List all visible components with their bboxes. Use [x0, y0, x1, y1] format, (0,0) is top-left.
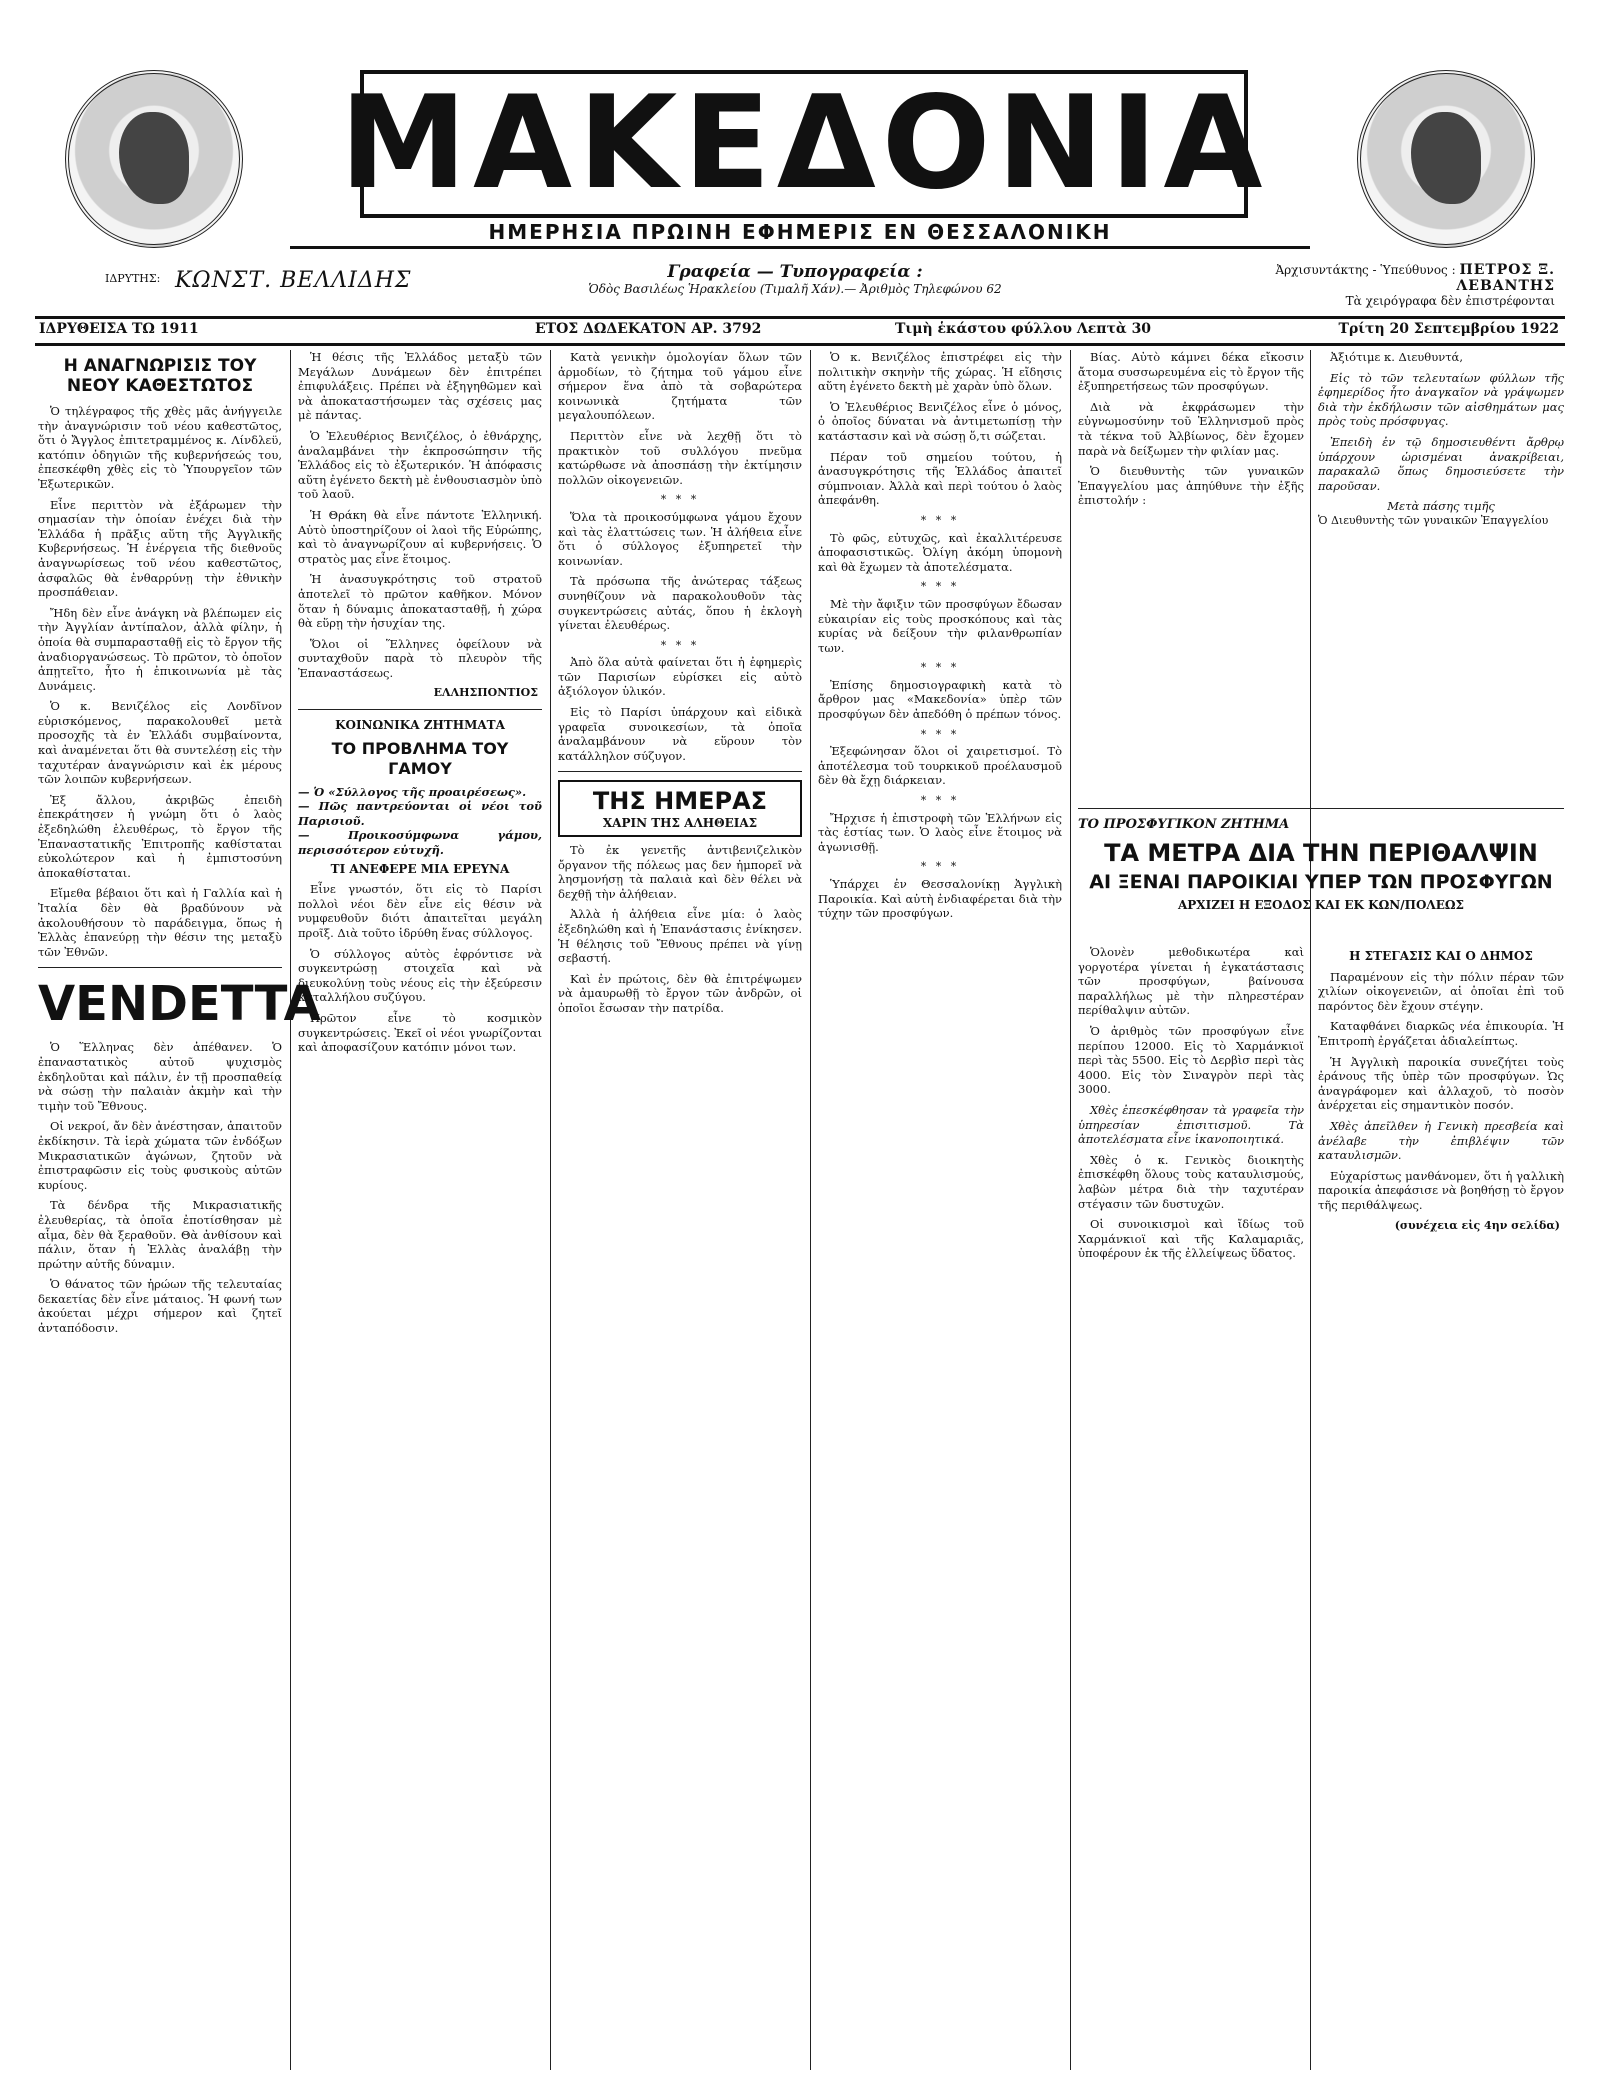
separator-stars: * * *	[920, 580, 960, 594]
article-paragraph: Ἐπίσης δημοσιογραφικὴ κατὰ τὸ ἄρθρον μας «Μακεδονία» ὑπὲρ τῶν προσφύγων δὲν ἀπεδόθη ὁ πρέπων τόνος.	[818, 677, 1062, 722]
founder-name: ΚΩΝΣΤ. ΒΕΛΛΙΔΗΣ	[175, 268, 412, 293]
article-paragraph: Τὸ ἐκ γενετῆς ἀντιβενιζελικὸν ὄργανον τῆς πόλεως μας δεν ἠμπορεῖ νὰ λησμονήσῃ τὰ παλαιὰ καὶ δὲν θέλει νὰ δεχθῇ τὴν ἀλήθειαν.	[558, 843, 802, 901]
article-paragraph: Ὅλοι οἱ Ἕλληνες ὀφείλουν νὰ συνταχθοῦν παρὰ τὸ πλευρὸν τῆς Ἐπαναστάσεως.	[298, 636, 542, 680]
article-paragraph: Ἀπὸ ὅλα αὐτὰ φαίνεται ὅτι ἡ ἐφημερὶς τῶν Παρισίων εὑρίσκει εἰς αὐτὸ ἀξιόλογον ὑλικόν.	[558, 655, 802, 699]
article-paragraph: Ἤρχισε ἡ ἐπιστροφὴ τῶν Ἑλλήνων εἰς τὰς ἑστίας των. Ὁ λαὸς εἶνε ἕτοιμος νὰ ἀγωνισθῇ.	[818, 810, 1062, 854]
headline-vendetta: VENDETTA	[38, 976, 321, 1033]
letter-signature: Ὁ Διευθυντὴς τῶν γυναικῶν Ἐπαγγελίου	[1318, 513, 1549, 527]
column-rule-5	[1310, 350, 1311, 2070]
article-paragraph: Ὁ σύλλογος αὐτὸς ἐφρόντισε νὰ συγκεντρώσῃ στοιχεῖα καὶ νὰ διευκολύνῃ τοὺς νέους εἰς τὴν ἐξεύρεσιν καταλλήλου συζύγου.	[298, 946, 542, 1005]
refugee-article-body	[1078, 945, 1304, 2070]
divider	[298, 709, 542, 710]
article-paragraph: Ὁ κ. Βενιζέλος ἐπιστρέφει εἰς τὴν πολιτικὴν σκηνὴν τῆς χώρας. Ἡ εἴδησις αὕτη ἐγένετο δεκτὴ μὲ χαρὰν ὑπὸ ὅλων.	[818, 350, 1062, 394]
offices-address: Ὁδὸς Βασιλέως Ἡρακλείου (Τιμαλῆ Χάν).— Ἀριθμὸς Τηλεφώνου 62	[588, 282, 1002, 296]
continued-note: (συνέχεια εἰς 4ην σελίδα)	[1394, 1218, 1560, 1232]
refugee-article-body-2	[1318, 945, 1564, 2070]
column-rule-1	[290, 350, 291, 2070]
coin-emblem-right	[1357, 70, 1535, 248]
article-paragraph: Ἐξ ἄλλου, ἀκριβῶς ἐπειδὴ ἐπεκράτησεν ἡ γνώμη ὅτι ὁ λαὸς ἐξεδηλώθη ἐλευθέρως, τὸ ἔργον τῆς Ἐπαναστατικῆς Ἐπιτροπῆς καθίσταται εὐκολώτερον καὶ ἡ ἐμπιστοσύνη ἀποκαθίσταται.	[38, 792, 282, 880]
article-paragraph: Ἀλλὰ ἡ ἀλήθεια εἶνε μία: ὁ λαὸς ἐξεδηλώθη καὶ ἡ Ἐπανάστασις ἐνίκησεν. Ἡ θέλησις τοῦ Ἔθνους πρέπει νὰ γίνῃ σεβαστή.	[558, 907, 802, 966]
article-paragraph: Ὁ Ἐλευθέριος Βενιζέλος, ὁ ἐθνάρχης, ἀναλαμβάνει τὴν ἐκπροσώπησιν τῆς Ἑλλάδος εἰς τὸ ἐξωτερικόν. Ἡ ἀπόφασις αὕτη ἐγένετο δεκτὴ μὲ ἐνθουσιασμὸν ὑπὸ τοῦ λαοῦ.	[298, 428, 542, 502]
article-paragraph: Ἡ θέσις τῆς Ἑλλάδος μεταξὺ τῶν Μεγάλων Δυνάμεων δὲν ἐπιτρέπει ἐπιφυλάξεις. Πρέπει νὰ ἐξηγηθῶμεν καὶ νὰ ἀποκαταστήσωμεν τὰς σχέσεις μας μὲ πάντας.	[298, 350, 542, 423]
article-paragraph: Χθὲς ἐπεσκέφθησαν τὰ γραφεῖα τὴν ὑπηρεσίαν ἐπισιτισμοῦ. Τὰ ἀποτελέσματα εἶνε ἱκανοποιητικά.	[1078, 1102, 1304, 1147]
daily-box	[558, 780, 802, 837]
article-paragraph: Πέραν τοῦ σημείου τούτου, ἡ ἀνασυγκρότησις τῆς Ἑλλάδος ἀπαιτεῖ σύμπνοιαν. Ἀλλὰ καὶ περὶ τούτου ὁ λαὸς ἀπεφάνθη.	[818, 449, 1062, 508]
article-paragraph: Τὰ δένδρα τῆς Μικρασιατικῆς ἐλευθερίας, τὰ ὁποῖα ἐποτίσθησαν μὲ αἷμα, δὲν θὰ ξεραθοῦν. Θὰ ἀνθίσουν καὶ πάλιν, ὅταν ἡ Ἑλλὰς ἀναλάβῃ τὴν πρώτην αὐτῆς δύναμιν.	[38, 1198, 282, 1271]
offices-heading: Γραφεία — Τυπογραφεία :	[667, 262, 923, 282]
article-paragraph: Χθὲς ὁ κ. Γενικὸς διοικητὴς ἐπισκέφθη ὅλους τοὺς καταυλισμούς, λαβὼν μέτρα διὰ τὴν ταχυτέραν στέγασιν τῶν δυστυχῶν.	[1078, 1152, 1304, 1211]
responsible-label: Ἀρχισυντάκτης - Ὑπεύθυνος :	[1275, 263, 1456, 277]
article-paragraph: Εἶνε γνωστόν, ὅτι εἰς τὸ Παρίσι πολλοὶ νέοι δὲν εἶνε εἰς θέσιν νὰ νυμφευθοῦν διότι ἀπαιτεῖται μεγάλη προῖξ. Διὰ τοῦτο ἱδρύθη ἕνας σύλλογος.	[298, 882, 542, 940]
newspaper-subtitle: ΗΜΕΡΗΣΙΑ ΠΡΩΙΝΗ ΕΦΗΜΕΡΙΣ ΕΝ ΘΕΣΣΑΛΟΝΙΚΗ	[488, 220, 1112, 244]
info-row	[35, 262, 1565, 312]
headline-item: — Ὁ «Σύλλογος τῆς προαιρέσεως».	[298, 784, 527, 799]
article-paragraph: Παραμένουν εἰς τὴν πόλιν πέραν τῶν χιλίων οἰκογενειῶν, αἱ ὁποῖαι ἐπὶ τοῦ παρόντος δὲν ἔχουν στέγην.	[1318, 969, 1564, 1013]
article-paragraph: Ὁ Ἕλληνας δὲν ἀπέθανεν. Ὁ ἐπαναστατικὸς αὐτοῦ ψυχισμὸς ἐκδηλοῦται καὶ πάλιν, ἐν τῇ προσπαθείᾳ νὰ σώσῃ τὴν παλαιὰν ἀκμὴν καὶ τὴν τιμὴν τοῦ Ἔθνους.	[38, 1040, 282, 1113]
letter-salutation: Ἀξιότιμε κ. Διευθυντά,	[1330, 350, 1463, 364]
headline-item: — Προικοσύμφωνα γάμου, περισσότερον εὐτυχῆ.	[298, 828, 542, 858]
column-3	[558, 350, 802, 2070]
divider	[558, 771, 802, 772]
article-paragraph: Βίας. Αὐτὸ κάμνει δέκα εἴκοσιν ἄτομα συσσωρευμένα εἰς τὸ ἔργον τῆς ἐξυπηρετήσεως τῶν προσφύγων.	[1078, 350, 1304, 394]
article-paragraph: Εἴμεθα βέβαιοι ὅτι καὶ ἡ Γαλλία καὶ ἡ Ἰταλία δὲν θὰ βραδύνουν νὰ ἀκολουθήσουν τὸ παράδειγμα, ὅπως ἡ Ἑλλὰς ἐπανεύρῃ τὴν θέσιν της μεταξὺ τῶν Ἐθνῶν.	[38, 886, 282, 959]
headline-relief-measures: ΤΑ ΜΕΤΡΑ ΔΙΑ ΤΗΝ ΠΕΡΙΘΑΛΨΙΝ	[1104, 839, 1538, 867]
article-paragraph: Καὶ ἐν πρώτοις, δὲν θὰ ἐπιτρέψωμεν νὰ ἀμαυρωθῇ τὸ ἔργον τῶν ἀνδρῶν, οἱ ὁποῖοι ἔσωσαν τὴν πατρίδα.	[558, 971, 802, 1015]
article-paragraph: Ἡ Θράκη θὰ εἶνε πάντοτε Ἑλληνική. Αὐτὸ ὑποστηρίζουν οἱ λαοὶ τῆς Εὐρώπης, καὶ τὸ ἀναγνωρίζουν αἱ κυβερνήσεις. Ὁ στρατὸς μας εἶνε ἕτοιμος.	[298, 507, 542, 566]
issue-price: Τιμὴ ἑκάστου φύλλου Λεπτὰ 30	[895, 321, 1152, 337]
article-paragraph: Ὁλονὲν μεθοδικωτέρα καὶ γοργοτέρα γίνεται ἡ ἐγκατάστασις τῶν προσφύγων, βαίνουσα παραλλήλως μὲ τὴν πληρεστέραν περίθαλψιν αὐτῶν.	[1078, 945, 1304, 1018]
column-4	[818, 350, 1062, 2070]
responsible-editor	[1175, 262, 1555, 308]
subheadline: ΑΡΧΙΖΕΙ Η ΕΞΟΔΟΣ ΚΑΙ ΕΚ ΚΩΝ/ΠΟΛΕΩΣ	[1177, 898, 1465, 912]
article-paragraph: Ὁ θάνατος τῶν ἡρώων τῆς τελευταίας δεκαετίας δὲν εἶνε μάταιος. Ἡ φωνή των ἀκούεται μέχρι σήμερον καὶ ζητεῖ ἀνταπόδοσιν.	[38, 1277, 282, 1336]
author-signature: ΕΛΛΗΣΠΟΝΤΙΟΣ	[433, 686, 538, 700]
subheadline: ΧΑΡΙΝ ΤΗΣ ΑΛΗΘΕΙΑΣ	[602, 816, 758, 831]
article-paragraph: Κατὰ γενικὴν ὁμολογίαν ὅλων τῶν ἀρμοδίων, τὸ ζήτημα τοῦ γάμου εἶνε σήμερον ἕνα ἀπὸ τὰ σοβαρώτερα κοινωνικὰ ζητήματα τῶν μεγαλουπόλεων.	[558, 350, 802, 423]
separator-stars: * * *	[920, 727, 960, 741]
article-paragraph: Ἐξεφώνησαν ὅλοι οἱ χαιρετισμοί. Τὸ ἀποτέλεσμα τοῦ τουρκικοῦ προέλαυσμοῦ δὲν θὰ ἔχῃ διάρκειαν.	[818, 744, 1062, 788]
headline-marriage: ΤΟ ΠΡΟΒΛΗΜΑ ΤΟΥ ΓΑΜΟΥ	[331, 738, 509, 778]
article-paragraph: Περιττὸν εἶνε νὰ λεχθῇ ὅτι τὸ πρακτικὸν τοῦ συλλόγου πνεῦμα κατώρθωσε νὰ ἀποσπάσῃ τὴν ἐκτίμησιν πολλῶν οἰκογενειῶν.	[558, 428, 802, 487]
coin-emblem-left	[65, 70, 243, 248]
issue-date: Τρίτη 20 Σεπτεμβρίου 1922	[1338, 321, 1559, 337]
subheadline: ΤΙ ΑΝΕΦΕΡΕ ΜΙΑ ΕΡΕΥΝΑ	[330, 861, 510, 876]
column-rule-2	[550, 350, 551, 2070]
column-rule-4	[1070, 350, 1071, 2070]
article-paragraph: Διὰ νὰ ἐκφράσωμεν τὴν εὐγνωμοσύνην τοῦ Ἑλληνισμοῦ πρὸς τὰ τέκνα τοῦ Ἀλβίωνος, δὲν ἔχομεν παρὰ νὰ δείξωμεν τὴν φιλίαν μας.	[1078, 399, 1304, 458]
article-paragraph: Ἡ ἀνασυγκρότησις τοῦ στρατοῦ ἀποτελεῖ τὸ πρῶτον καθῆκον. Μόνον ὅταν ἡ δύναμις ἀποκατασταθῇ, ἡ χώρα θὰ εὕρῃ τὴν ἡσυχίαν της.	[298, 572, 542, 631]
issue-number: ΕΤΟΣ ΔΩΔΕΚΑΤΟΝ ΑΡ. 3792	[535, 321, 762, 337]
article-paragraph: Ὁ ἀριθμὸς τῶν προσφύγων εἶνε περίπου 12000. Εἰς τὸ Χαρμάνκιοϊ περὶ τὰς 5500. Εἰς τὸ Δερβὶσ περὶ τὰς 4000. Εἰς τὸν Σιναγρὸν περὶ τὰς 3000.	[1078, 1023, 1304, 1097]
headline-item: — Πῶς παντρεύονται οἱ νέοι τοῦ Παρισιοῦ.	[298, 799, 542, 828]
offices	[535, 262, 1055, 296]
article-paragraph: Εὐχαρίστως μανθάνομεν, ὅτι ἡ γαλλικὴ παροικία ἀπεφάσισε νὰ βοηθήσῃ τὸ ἔργον τῆς περιθάλψεως.	[1318, 1168, 1564, 1212]
article-paragraph: Ἐπειδὴ ἐν τῷ δημοσιευθέντι ἄρθρῳ ὑπάρχουν ὡρισμέναι ἀνακρίβειαι, παρακαλῶ ὅπως δημοσιεύσετε τὴν παροῦσαν.	[1318, 434, 1564, 493]
article-paragraph: Ὑπάρχει ἐν Θεσσαλονίκῃ Ἀγγλικὴ Παροικία. Καὶ αὐτὴ ἐνδιαφέρεται διὰ τὴν τύχην τῶν προσφύγων.	[818, 877, 1062, 921]
letter-closing: Μετὰ πάσης τιμῆς	[1387, 499, 1495, 514]
article-paragraph: Εἰς τὸ Παρίσι ὑπάρχουν καὶ εἰδικὰ γραφεῖα συνοικεσίων, τὰ ὁποῖα ἀναλαμβάνουν νὰ εὕρουν τὸν κατάλληλον σύζυγον.	[558, 705, 802, 763]
article-paragraph: Ὁ τηλέγραφος τῆς χθὲς μᾶς ἀνήγγειλε τὴν ἀναγνώρισιν τοῦ νέου καθεστῶτος, ὅτι ὁ Ἄγγλος ἐπιτετραμμένος κ. Λίνδλεϋ, κατόπιν ὁδηγιῶν τῆς κυβερνήσεώς του, ἐπεσκέφθη χθὲς εἰς τὸ Ὑπουργεῖον τῶν Ἐξωτερικῶν.	[38, 404, 282, 491]
article-paragraph: Εἶνε περιττὸν νὰ ἐξάρωμεν τὴν σημασίαν τὴν ὁποίαν ἐνέχει διὰ τὴν Ἑλλάδα ἡ πρᾶξις αὕτη τῆς Ἀγγλικῆς Κυβερνήσεως. Ἡ ἐνέργεια τῆς διεθνοῦς ἀναγνωρίσεως τοῦ νέου καθεστῶτος, ἀσφαλῶς θὰ ἐνθαρρύνῃ τὴν ἐθνικὴν προσπάθειαν.	[38, 497, 282, 600]
headline-recognition: Η ΑΝΑΓΝΩΡΙΣΙΣ ΤΟΥ ΝΕΟΥ ΚΑΘΕΣΤΩΤΟΣ	[63, 356, 257, 396]
section-label: ΚΟΙΝΩΝΙΚΑ ΖΗΤΗΜΑΤΑ	[335, 718, 505, 733]
separator-stars: * * *	[920, 661, 960, 675]
responsible-name: ΠΕΤΡΟΣ Ξ. ΛΕΒΑΝΤΗΣ	[1456, 262, 1555, 294]
refugee-article-header	[1078, 800, 1564, 918]
column-rule-3	[810, 350, 811, 2070]
article-paragraph: Ὅλα τὰ προικοσύμφωνα γάμου ἔχουν καὶ τὰς ἐλαττώσεις των. Ἡ ἀλήθεια εἶνε ὅτι ὁ σύλλογος ἐξυπηρετεῖ τὴν κοινωνίαν.	[558, 509, 802, 568]
separator-stars: * * *	[920, 513, 960, 527]
founded-year: ΙΔΡΥΘΕΙΣΑ ΤΩ 1911	[39, 321, 199, 337]
article-paragraph: Ὁ διευθυντὴς τῶν γυναικῶν Ἐπαγγελίου μας ἀπηύθυνε τὴν ἐξῆς ἐπιστολήν :	[1078, 464, 1304, 508]
article-paragraph: Ἤδη δὲν εἶνε ἀνάγκη νὰ βλέπωμεν εἰς τὴν Ἀγγλίαν ἀντίπαλον, ἀλλὰ φίλην, ἡ ὁποία θὰ συμπαρασταθῇ εἰς τὸ ἔργον τῆς ἀναδιοργανώσεως. Τὸ πρῶτον, τὸ ὁποῖον ἀπῃτεῖτο, ἦτο ἡ ἐπικοινωνία μὲ τὰς Δυνάμεις.	[38, 605, 282, 693]
section-label: ΤΟ ΠΡΟΣΦΥΓΙΚΟΝ ΖΗΤΗΜΑ	[1078, 817, 1290, 832]
article-paragraph: Τὰ πρόσωπα τῆς ἀνώτερας τάξεως συνηθίζουν νὰ παρακολουθοῦν τὰς συγκεντρώσεις αὐτάς, ὅπου ἡ ἐκλογὴ γίνεται ἐλευθέρως.	[558, 574, 802, 633]
article-paragraph: Ἡ Ἀγγλικὴ παροικία συνεζήτει τοὺς ἐράνους τῆς ὑπὲρ τῶν προσφύγων. Ὡς ἀναγράφομεν καὶ ἀλλαχοῦ, τὸ ποσὸν ἀνέρχεται εἰς σημαντικὸν ποσόν.	[1318, 1054, 1564, 1113]
subheadline: Η ΣΤΕΓΑΣΙΣ ΚΑΙ Ο ΔΗΜΟΣ	[1349, 949, 1533, 963]
column-1	[38, 350, 321, 2070]
divider	[38, 967, 282, 968]
article-paragraph: Τὸ φῶς, εὐτυχῶς, καὶ ἐκαλλιτέρευσε ἀποφασιστικῶς. Ὀλίγη ἀκόμη ὑπομονὴ καὶ θὰ ἔχωμεν τὰ ἀποτελέσματα.	[818, 530, 1062, 574]
dateline	[35, 316, 1565, 346]
article-paragraph: Ὁ Ἐλευθέριος Βενιζέλος εἶνε ὁ μόνος, ὁ ὁποῖος δύναται νὰ ἀντιμετωπίσῃ τὴν κατάστασιν καὶ νὰ σώσῃ ὅ,τι σώζεται.	[818, 399, 1062, 443]
headline-of-the-day: ΤΗΣ ΗΜΕΡΑΣ	[592, 787, 768, 816]
founder-label: ΙΔΡΥΤΗΣ:	[105, 272, 161, 285]
separator-stars: * * *	[920, 860, 960, 874]
article-paragraph: Πρῶτον εἶνε τὸ κοσμικὸν συγκεντρώσεις. Ἐκεῖ οἱ νέοι γνωρίζονται καὶ ἀποφασίζουν κατόπιν μόνοι των.	[298, 1010, 542, 1055]
manuscripts-note: Τὰ χειρόγραφα δὲν ἐπιστρέφονται	[1345, 294, 1555, 308]
separator-stars: * * *	[660, 493, 700, 507]
article-paragraph: Εἰς τὸ τῶν τελευταίων φύλλων τῆς ἐφημερίδος ἦτο ἀναγκαῖον νὰ γράψωμεν διὰ τὴν ἐκδήλωσιν τῶν αἰσθημάτων μας πρὸς τοὺς πρόσφυγας.	[1318, 370, 1564, 429]
newspaper-title: ΜΑΚΕΔΟΝΙΑ	[339, 69, 1269, 218]
headline-foreign-communities: ΑΙ ΞΕΝΑΙ ΠΑΡΟΙΚΙΑΙ ΥΠΕΡ ΤΩΝ ΠΡΟΣΦΥΓΩΝ	[1089, 871, 1553, 893]
article-paragraph: Οἱ συνοικισμοὶ καὶ ἴδίως τοῦ Χαρμάνκιοϊ καὶ τῆς Καλαμαριᾶς, ὑποφέρουν ἐκ τῆς ἐλλείψεως ὕδατος.	[1078, 1217, 1304, 1261]
separator-stars: * * *	[920, 794, 960, 808]
column-2	[298, 350, 542, 2070]
article-paragraph: Χθὲς ἀπεῖλθεν ἡ Γενικὴ πρεσβεία καὶ ἀνέλαβε τὴν ἐπιβλέψιν τῶν καταυλισμῶν.	[1318, 1118, 1564, 1163]
divider	[1078, 808, 1564, 809]
profile-head-left	[119, 112, 189, 204]
masthead	[60, 70, 1540, 255]
profile-head-right	[1411, 112, 1481, 204]
article-paragraph: Ὁ κ. Βενιζέλος εἰς Λονδῖνον εὑρισκόμενος, παρακολουθεῖ μετὰ προσοχῆς τὰ ἐν Ἑλλάδι συμβαίνοντα, καὶ ἀναμένεται ὅτι θὰ συντελέσῃ εἰς τὴν ταχυτέραν ἀναγνώρισιν καὶ ἐκ μέρους τῶν λοιπῶν κυβερνήσεων.	[38, 699, 282, 787]
masthead-rule	[290, 246, 1310, 249]
article-paragraph: Καταφθάνει διαρκῶς νέα ἐπικουρία. Ἡ Ἐπιτροπὴ ἐργάζεται ἀδιαλείπτως.	[1318, 1019, 1564, 1048]
article-paragraph: Οἱ νεκροί, ἄν δὲν ἀνέστησαν, ἀπαιτοῦν ἐκδίκησιν. Τὰ ἱερὰ χώματα τῶν ἐνδόξων Μικρασιατικῶν ἀγώνων, ζητοῦν νὰ ἐπιστραφῶσιν εἰς τοὺς φυσικοὺς αὐτῶν κυρίους.	[38, 1119, 282, 1192]
separator-stars: * * *	[660, 638, 700, 652]
article-paragraph: Μὲ τὴν ἄφιξιν τῶν προσφύγων ἔδωσαν εὐκαιρίαν εἰς τοὺς προσκόπους καὶ τὰς κυρίας νὰ δείξουν τὴν φιλανθρωπίαν των.	[818, 596, 1062, 655]
